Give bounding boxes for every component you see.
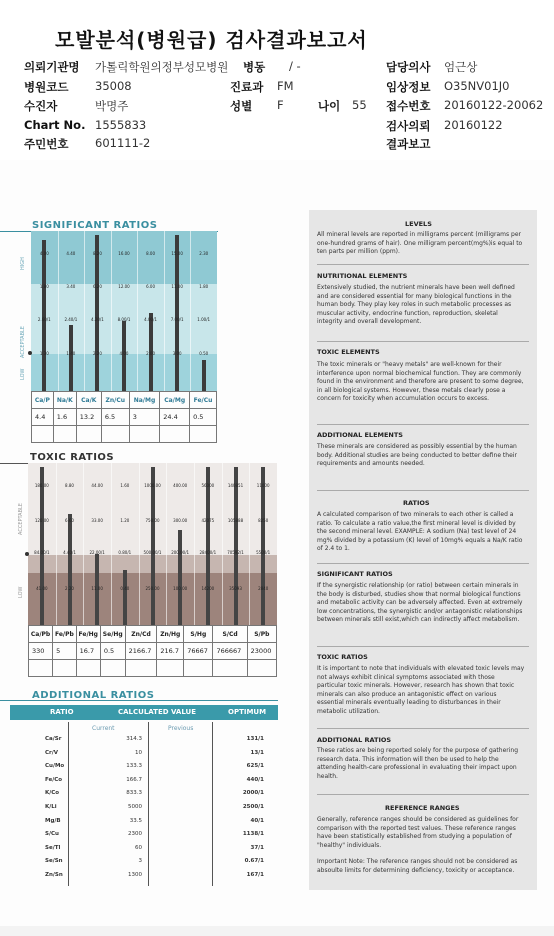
reference-ranges-heading: REFERENCE RANGES [385,804,460,812]
divider [317,264,529,265]
ratio-value-cell: 216.7 [157,643,184,660]
ratio-value-cell: 2166.7 [125,643,157,660]
tick-label: 750.00 [145,518,160,523]
significant-ratios-title: SIGNIFICANT RATIOS [32,220,158,231]
ward-value: / - [289,59,301,73]
additional-ratio-row [10,761,278,774]
resident-no-value: 601111-2 [95,136,151,150]
additional-elements-text: These minerals are considered as possibly essential by the human body. Additional studies are being conducted to better define their requirements and amounts needed. [317,443,517,467]
tick-label: 1.80 [199,284,209,289]
tick-label: 1.60 [120,483,130,488]
optimum-value: 1138/1 [242,831,264,838]
significant-ratios-heading: SIGNIFICANT RATIOS [317,570,393,578]
empty-cell [190,426,217,443]
nutritional-heading: NUTRITIONAL ELEMENTS [317,272,408,280]
empty-cell [101,426,129,443]
department-value: FM [277,79,294,93]
reference-ranges-text: Generally, reference ranges should be considered as guidelines for comparison with the reported test values. These reference ranges have been statistically established from studying a population of "healthy" individuals. [317,816,519,849]
additional-ratio-row [10,748,278,761]
tick-label: 2.40/1 [64,317,78,322]
clinical-info-label: 임상정보 [386,80,431,94]
tick-label: 4.40 [66,251,76,256]
ratio-bar-ca-pb [40,467,44,625]
ratio-bar-ca-mg [175,235,179,391]
empty-cell [100,660,125,677]
optimum-value: 2000/1 [242,790,264,797]
column-separator [83,463,84,625]
additional-ratios-text: These ratios are being reported solely for the purpose of gathering research data. This information will then be used to help the attending health-care professional in evaluating their impact upon health. [317,747,519,780]
divider [317,424,529,425]
ratio-bar-se-hg [123,570,127,625]
ratio-value-cell: 5 [53,643,77,660]
column-separator [111,463,112,625]
axis-label-low: LOW [18,586,24,598]
tick-label: 400.00 [173,483,188,488]
important-note-text: Important Note: The reference ranges should not be considered as absoulte limits for determining deficiency, toxicity or acceptance. [317,858,518,874]
tick-label: 7.00/1 [170,317,184,322]
current-value: 10 [135,749,142,756]
empty-cell [247,660,276,677]
ratio-value-cell: 330 [29,643,53,660]
ratio-name-cell: Se/Hg [100,626,125,643]
resident-no-label: 주민번호 [24,137,69,151]
ratio-name-cell: Na/Mg [129,392,160,409]
column-separator [222,463,223,625]
tick-label: 15.00 [171,251,183,256]
tick-label: 180.00 [34,483,49,488]
tick-label: 1000.00 [144,483,161,488]
column-separator [56,463,57,625]
clinical-info-value: O35NV01J0 [444,79,510,93]
tick-label: 11.00 [171,284,183,289]
tick-label: 0.40 [120,586,130,591]
current-value: 60 [135,844,142,851]
ratio-name: Ca/Sr [45,736,62,742]
empty-cell [129,426,160,443]
ratio-bar-zn-cd [151,467,155,625]
tick-label: 120.00 [34,518,49,523]
tick-label: 5500/1 [256,550,271,555]
current-subheader: Current [92,725,115,732]
optimum-value: 131/1 [246,736,264,742]
ratio-name-cell: Zn/Hg [157,626,184,643]
column-separator [194,463,195,625]
empty-cell [53,426,76,443]
ratio-value-cell: 0.5 [190,409,217,426]
chart-no-label: Chart No. [24,118,86,132]
ratio-name-cell: Zn/Cd [125,626,157,643]
empty-cell [76,426,101,443]
tick-label: 2840 [258,586,269,591]
current-value: 166.7 [126,776,142,783]
ratio-value-cell: 1.6 [53,409,76,426]
tick-label: 105888 [227,518,244,523]
tick-label: 0.80/1 [118,550,132,555]
tick-label: 11000 [256,483,270,488]
tick-label: 16.00 [118,251,130,256]
ratio-name-cell: S/Pb [247,626,276,643]
optimum-value: 440/1 [246,776,264,783]
tick-label: 3.00 [172,351,182,356]
divider [317,646,529,647]
ratio-value-cell: 766667 [213,643,247,660]
tick-label: 8250 [258,518,269,523]
empty-cell [32,426,54,443]
institution-value: 가톨릭학원의정부성모병원 [95,60,229,74]
tick-label: 44.00 [91,483,103,488]
ratio-value-cell: 24.4 [160,409,190,426]
ratio-name: Fe/Co [45,776,63,783]
column-separator [190,231,191,391]
empty-cell [125,660,157,677]
toxic-ratios-table [28,625,277,677]
current-value: 3 [138,858,142,865]
tick-label: 4.40/1 [63,550,76,555]
optimum-value: 13/1 [250,749,264,756]
patient-label: 수진자 [24,99,58,113]
additional-ratio-row [10,843,278,856]
current-value: 314.3 [126,736,142,742]
empty-cell [53,660,77,677]
toxic-ratios-chart [28,463,277,625]
ratio-bar-s-pb [261,467,265,625]
tick-label: 4.00/1 [144,317,157,322]
tick-label: 4.00 [119,351,129,356]
doctor-value: 엄근상 [444,60,478,74]
additional-ratio-row [10,775,278,788]
empty-cell [29,660,53,677]
column-separator [249,463,250,625]
ratio-bar-ca-p [42,240,46,391]
reference-marker [28,351,32,355]
additional-ratio-row [10,856,278,869]
tick-label: 1.00/1 [197,317,211,322]
axis-label-high: HIGH [20,257,26,270]
tick-label: 6.00 [146,284,156,289]
toxic-ratios-title: TOXIC RATIOS [30,452,115,463]
ratio-value-cell: 76667 [184,643,213,660]
empty-cell [160,426,190,443]
tick-label: 2.20 [65,586,74,591]
department-label: 진료과 [230,80,264,94]
ratio-bar-ca-k [95,235,99,391]
tick-label: 1.20 [120,518,130,523]
report-title: 모발분석(병원급) 검사결과보고서 [55,28,368,52]
sex-value: F [277,98,284,112]
receipt-no-label: 접수번호 [386,99,431,113]
tick-label: 1.40 [66,351,76,356]
toxic-elements-heading: TOXIC ELEMENTS [317,348,380,356]
optimum-value: 0.67/1 [244,858,264,865]
tick-label: 4.20/1 [91,317,104,322]
report-header [0,0,554,160]
ratio-name-cell: S/Hg [184,626,213,643]
tick-label: 56000 [201,483,215,488]
result-report-label: 결과보고 [386,137,431,151]
additional-ratio-row [10,802,278,815]
significant-ratios-text: If the synergistic relationship (or ratio) between certain minerals in the body is disturbed, studies show that normal biological functions and metabolic activity can be adversely affected. Even at extremely low concentrations, the synergistic and/or antagonistic relationships between minerals still exist,which can indirectly affect metabolism. [317,582,523,623]
current-value: 133.3 [126,763,142,770]
ratio-name-cell: Zn/Cu [101,392,129,409]
ratio-name-cell: Na/K [53,392,76,409]
ward-label: 병동 [243,60,266,74]
tick-label: 500.00/1 [143,550,162,555]
toxic-elements-text: The toxic minerals or "heavy metals" are well-known for their interference upon normal biochemical function. They are commonly found in the environment and therefore are present to some degree, in all biological systems. However, these metals clearly pose a concern for toxicity when accumulation occurs to excess. [317,361,524,402]
column-separator [111,231,112,391]
optimum-value: 625/1 [246,763,264,770]
column-separator [166,463,167,625]
additional-ratio-row [10,788,278,801]
tick-label: 300.00 [173,518,188,523]
tick-label: 2.60/1 [37,317,51,322]
additional-ratio-row [10,870,278,883]
tick-label: 100.00 [173,586,188,591]
ratio-value-cell: 4.4 [32,409,54,426]
hospital-code-value: 35008 [95,79,132,93]
institution-label: 의뢰기관명 [24,60,80,74]
toxic-ratios-heading: TOXIC RATIOS [317,653,368,661]
ratio-name-cell: Ca/Mg [160,392,190,409]
ratio-name: Cu/Mo [45,763,65,770]
additional-ratios-table [10,700,278,890]
chart-no-value: 1555833 [95,118,147,132]
nutritional-text: Extensively studied, the nutrient minerals have been well defined and are considered essential for many biological functions in the human body. They play key roles in such metabolic processes as muscular activity, endocrine function, reproduction, skeletal integrity and overall development. [317,284,515,325]
ratio-bar-na-k [69,325,73,391]
high-band [31,231,217,284]
current-value: 33.5 [129,817,142,824]
tick-label: 0.50 [199,351,209,356]
axis-label-low: LOW [20,368,26,380]
current-value: 833.3 [126,790,142,797]
age-value: 55 [352,98,367,112]
tick-label: 1.80 [39,284,49,289]
ratio-value-cell: 16.7 [76,643,100,660]
ratio-name: Mg/B [45,817,61,824]
request-date-value: 20160122 [444,118,503,132]
ratio-bar-zn-hg [178,530,182,625]
empty-cell [184,660,213,677]
ratio-bar-s-cd [234,467,238,625]
tick-label: 6.60 [65,518,74,523]
ratio-name-cell: Ca/K [76,392,101,409]
divider [317,563,529,564]
tick-label: 22.00/1 [89,550,105,555]
doctor-label: 담당의사 [386,60,431,74]
patient-value: 박명주 [95,99,129,113]
optimum-value: 167/1 [246,872,264,878]
request-date-label: 검사의뢰 [386,119,431,133]
ratio-name-cell: Fe/Cu [190,392,217,409]
tick-label: 2.30 [199,251,209,256]
tick-label: 12.00 [118,284,130,289]
ratio-name: Se/Tl [45,844,61,851]
tick-label: 84.00/1 [34,550,50,555]
ratio-name-cell: S/Cd [213,626,247,643]
calculated-header: CALCULATED VALUE [118,708,197,716]
ratio-value-cell: 6.5 [101,409,129,426]
ratio-bar-s-hg [206,467,210,625]
tick-label: 28400/1 [199,550,217,555]
tick-label: 42075 [201,518,215,523]
ratio-value-cell: 23000 [247,643,276,660]
ratio-name: Cr/V [45,749,59,756]
ratios-text: A calculated comparison of two minerals to each other is called a ratio. To calculate a ratio value,the first mineral level is divided by the second mineral level. EXAMPLE: A sodium (Na) test level of 24 mg% divided by a potassium (K) level of 10mg% equals a Na/K ratio of 2.4 to 1. [317,511,523,552]
optimum-value: 40/1 [250,817,264,824]
ratio-name: Zn/Sn [45,872,63,878]
significant-ratios-table [31,391,217,443]
ratio-bar-fe-pb [68,514,72,625]
tick-label: 33.00 [91,518,103,523]
tick-label: 41.00 [36,586,48,591]
optimum-header: OPTIMUM [228,708,267,716]
empty-cell [213,660,247,677]
column-separator [84,231,85,391]
tick-label: 200.00/1 [171,550,190,555]
additional-ratio-row [10,734,278,747]
tick-label: 1.30 [39,351,49,356]
tick-label: 2.20 [92,351,102,356]
empty-cell [157,660,184,677]
tick-label: 70592/1 [227,550,244,555]
tick-label: 14200 [201,586,215,591]
column-separator [164,231,165,391]
optimum-value: 37/1 [250,844,264,851]
tick-label: 250.00 [145,586,160,591]
tick-label: 140851 [227,483,244,488]
info-panel [309,210,537,890]
ratio-name: K/Li [45,804,57,810]
divider [317,728,529,729]
ratio-name-cell: Ca/Pb [29,626,53,643]
toxic-ratios-text: It is important to note that individuals with elevated toxic levels may not always exhibit clinical symptoms associated with those particular toxic minerals. However, research has shown that toxic minerals can also produce an antagonistic effect on various essential minerals eventually leading to disturbances in their metabolic utilization. [317,665,525,715]
previous-subheader: Previous [168,725,194,732]
current-value: 2300 [128,831,142,838]
ratio-name: Se/Sn [45,858,63,865]
additional-ratio-row [10,829,278,842]
age-label: 나이 [318,99,341,113]
ratio-name-cell: Fe/Hg [76,626,100,643]
tick-label: 6.20 [92,284,102,289]
receipt-no-value: 20160122-20062 [444,98,544,112]
tick-label: 4.00 [39,251,49,256]
divider [317,794,529,795]
additional-ratios-heading: ADDITIONAL RATIOS [317,736,392,744]
tick-label: 8.20 [92,251,102,256]
ratios-heading: RATIOS [403,499,430,507]
significant-ratios-chart [31,231,217,391]
levels-text: All mineral levels are reported in milligrams percent (milligrams per one-hundred grams of hair). One milligram percent(mg%)is equal to ten parts per million (ppm). [317,231,523,255]
divider [317,490,529,491]
divider [317,341,529,342]
additional-ratios-title: ADDITIONAL RATIOS [32,690,155,701]
current-value: 1300 [128,872,142,878]
column-separator [137,231,138,391]
reference-marker [25,552,29,556]
ratio-value-cell: 13.2 [76,409,101,426]
tick-label: 8.00/1 [117,317,131,322]
current-value: 5000 [128,804,142,810]
additional-elements-heading: ADDITIONAL ELEMENTS [317,431,403,439]
ratio-value-cell: 0.5 [100,643,125,660]
ratio-bar-fe-cu [202,360,206,391]
levels-heading: LEVELS [405,220,432,228]
empty-cell [76,660,100,677]
tick-label: 3.40 [66,284,76,289]
sex-label: 성별 [230,99,253,113]
column-separator [139,463,140,625]
additional-ratio-row [10,816,278,829]
axis-label-acceptable: ACCEPTABLE [20,326,26,358]
ratio-name: S/Cu [45,831,59,838]
hospital-code-label: 병원코드 [24,80,69,94]
column-separator [58,231,59,391]
tick-label: 11.00 [91,586,103,591]
optimum-value: 2500/1 [242,804,264,810]
axis-label-acceptable: ACCEPTABLE [18,503,24,535]
tick-label: 35093 [229,586,242,591]
ratio-header: RATIO [50,708,74,716]
ratio-name: K/Co [45,790,60,797]
ratio-name-cell: Fe/Pb [53,626,77,643]
tick-label: 8.00 [146,251,156,256]
tick-label: 8.80 [65,483,74,488]
tick-label: 2.00 [146,351,156,356]
ratio-value-cell: 3 [129,409,160,426]
ratio-name-cell: Ca/P [32,392,54,409]
